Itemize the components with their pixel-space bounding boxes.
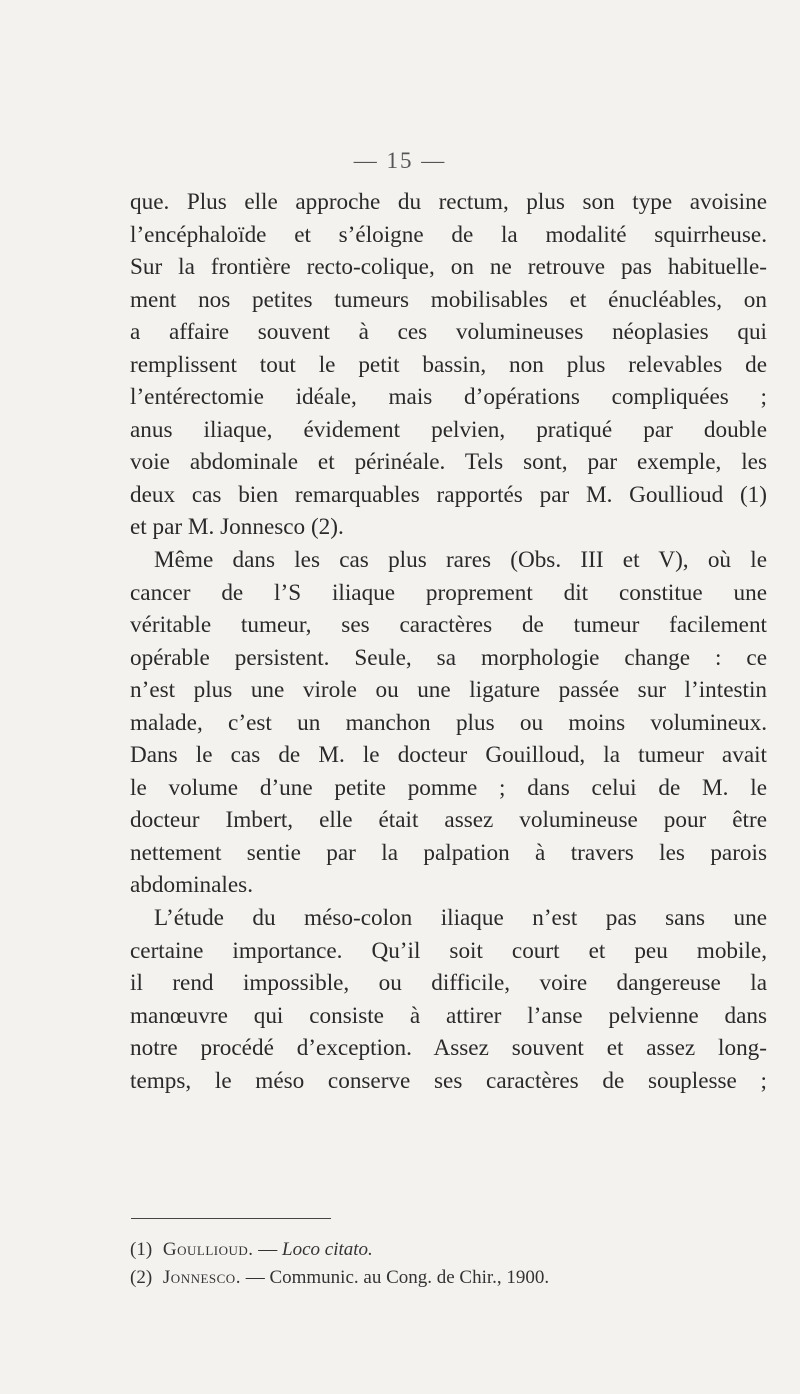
text-line: abdominales. [130, 872, 253, 899]
footnote-text: Loco citato. [282, 1239, 373, 1260]
text-line: a affaire souvent à ces volumineuses néoplasies qui [130, 319, 767, 346]
text-line: L’étude du méso-colon iliaque n’est pas sans une [154, 905, 767, 932]
footnote-author: Goullioud. [162, 1239, 254, 1260]
footnote [130, 1236, 767, 1264]
text-line: certaine importance. Qu’il soit court et peu mobile, [130, 937, 767, 964]
footnote [130, 1264, 767, 1292]
footnote-author: Jonnesco. [162, 1267, 241, 1288]
footnotes [130, 1236, 767, 1292]
text-line: remplissent tout le petit bassin, non plus relevables de [130, 351, 767, 378]
text-line: malade, c’est un manchon plus ou moins volumineux. [130, 709, 767, 736]
text-line: docteur Imbert, elle était assez volumineuse pour être [130, 807, 767, 834]
text-line: Dans le cas de M. le docteur Gouilloud, la tumeur avait [130, 742, 767, 769]
text-line: anus iliaque, évidement pelvien, pratiqué par double [130, 416, 767, 443]
text-line: véritable tumeur, ses caractères de tumeur facilement [130, 612, 767, 639]
text-line: voie abdominale et périnéale. Tels sont, par exemple, les [130, 449, 767, 476]
text-line: nettement sentie par la palpation à travers les parois [130, 839, 767, 866]
text-line: Sur la frontière recto-colique, on ne retrouve pas habituelle- [130, 254, 767, 281]
footnote-divider [131, 1218, 331, 1219]
footnote-separator: — [245, 1267, 265, 1288]
text-line: l’entérectomie idéale, mais d’opérations compliquées ; [130, 384, 767, 411]
text-line: n’est plus une virole ou une ligature passée sur l’intestin [130, 677, 767, 704]
text-line: opérable persistent. Seule, sa morphologie change : ce [130, 644, 767, 671]
text-line: cancer de l’S iliaque proprement dit constitue une [130, 579, 767, 606]
footnote-number: (2) [130, 1267, 153, 1288]
footnote-number: (1) [130, 1239, 153, 1260]
text-line: notre procédé d’exception. Assez souvent et assez long- [130, 1035, 767, 1062]
text-line: ment nos petites tumeurs mobilisables et énucléables, on [130, 286, 767, 313]
page-number: — 15 — [353, 148, 447, 173]
body-text [130, 186, 767, 1097]
text-line: il rend impossible, ou difficile, voire dangereuse la [130, 970, 767, 997]
text-line: l’encéphaloïde et s’éloigne de la modalité squirrheuse. [130, 221, 767, 248]
text-line: Même dans les cas plus rares (Obs. III et V), où le [154, 547, 767, 574]
text-line: temps, le méso conserve ses caractères de souplesse ; [130, 1067, 767, 1094]
text-line: deux cas bien remarquables rapportés par M. Goullioud (1) [130, 481, 767, 508]
footnote-separator: — [258, 1239, 278, 1260]
footnote-text: Communic. au Cong. de Chir., 1900. [269, 1267, 550, 1288]
text-line: manœuvre qui consiste à attirer l’anse pelvienne dans [130, 1002, 767, 1029]
text-line: que. Plus elle approche du rectum, plus son type avoisine [130, 189, 767, 215]
text-line: et par M. Jonnesco (2). [130, 514, 344, 541]
text-line: le volume d’une petite pomme ; dans celui de M. le [130, 774, 767, 801]
